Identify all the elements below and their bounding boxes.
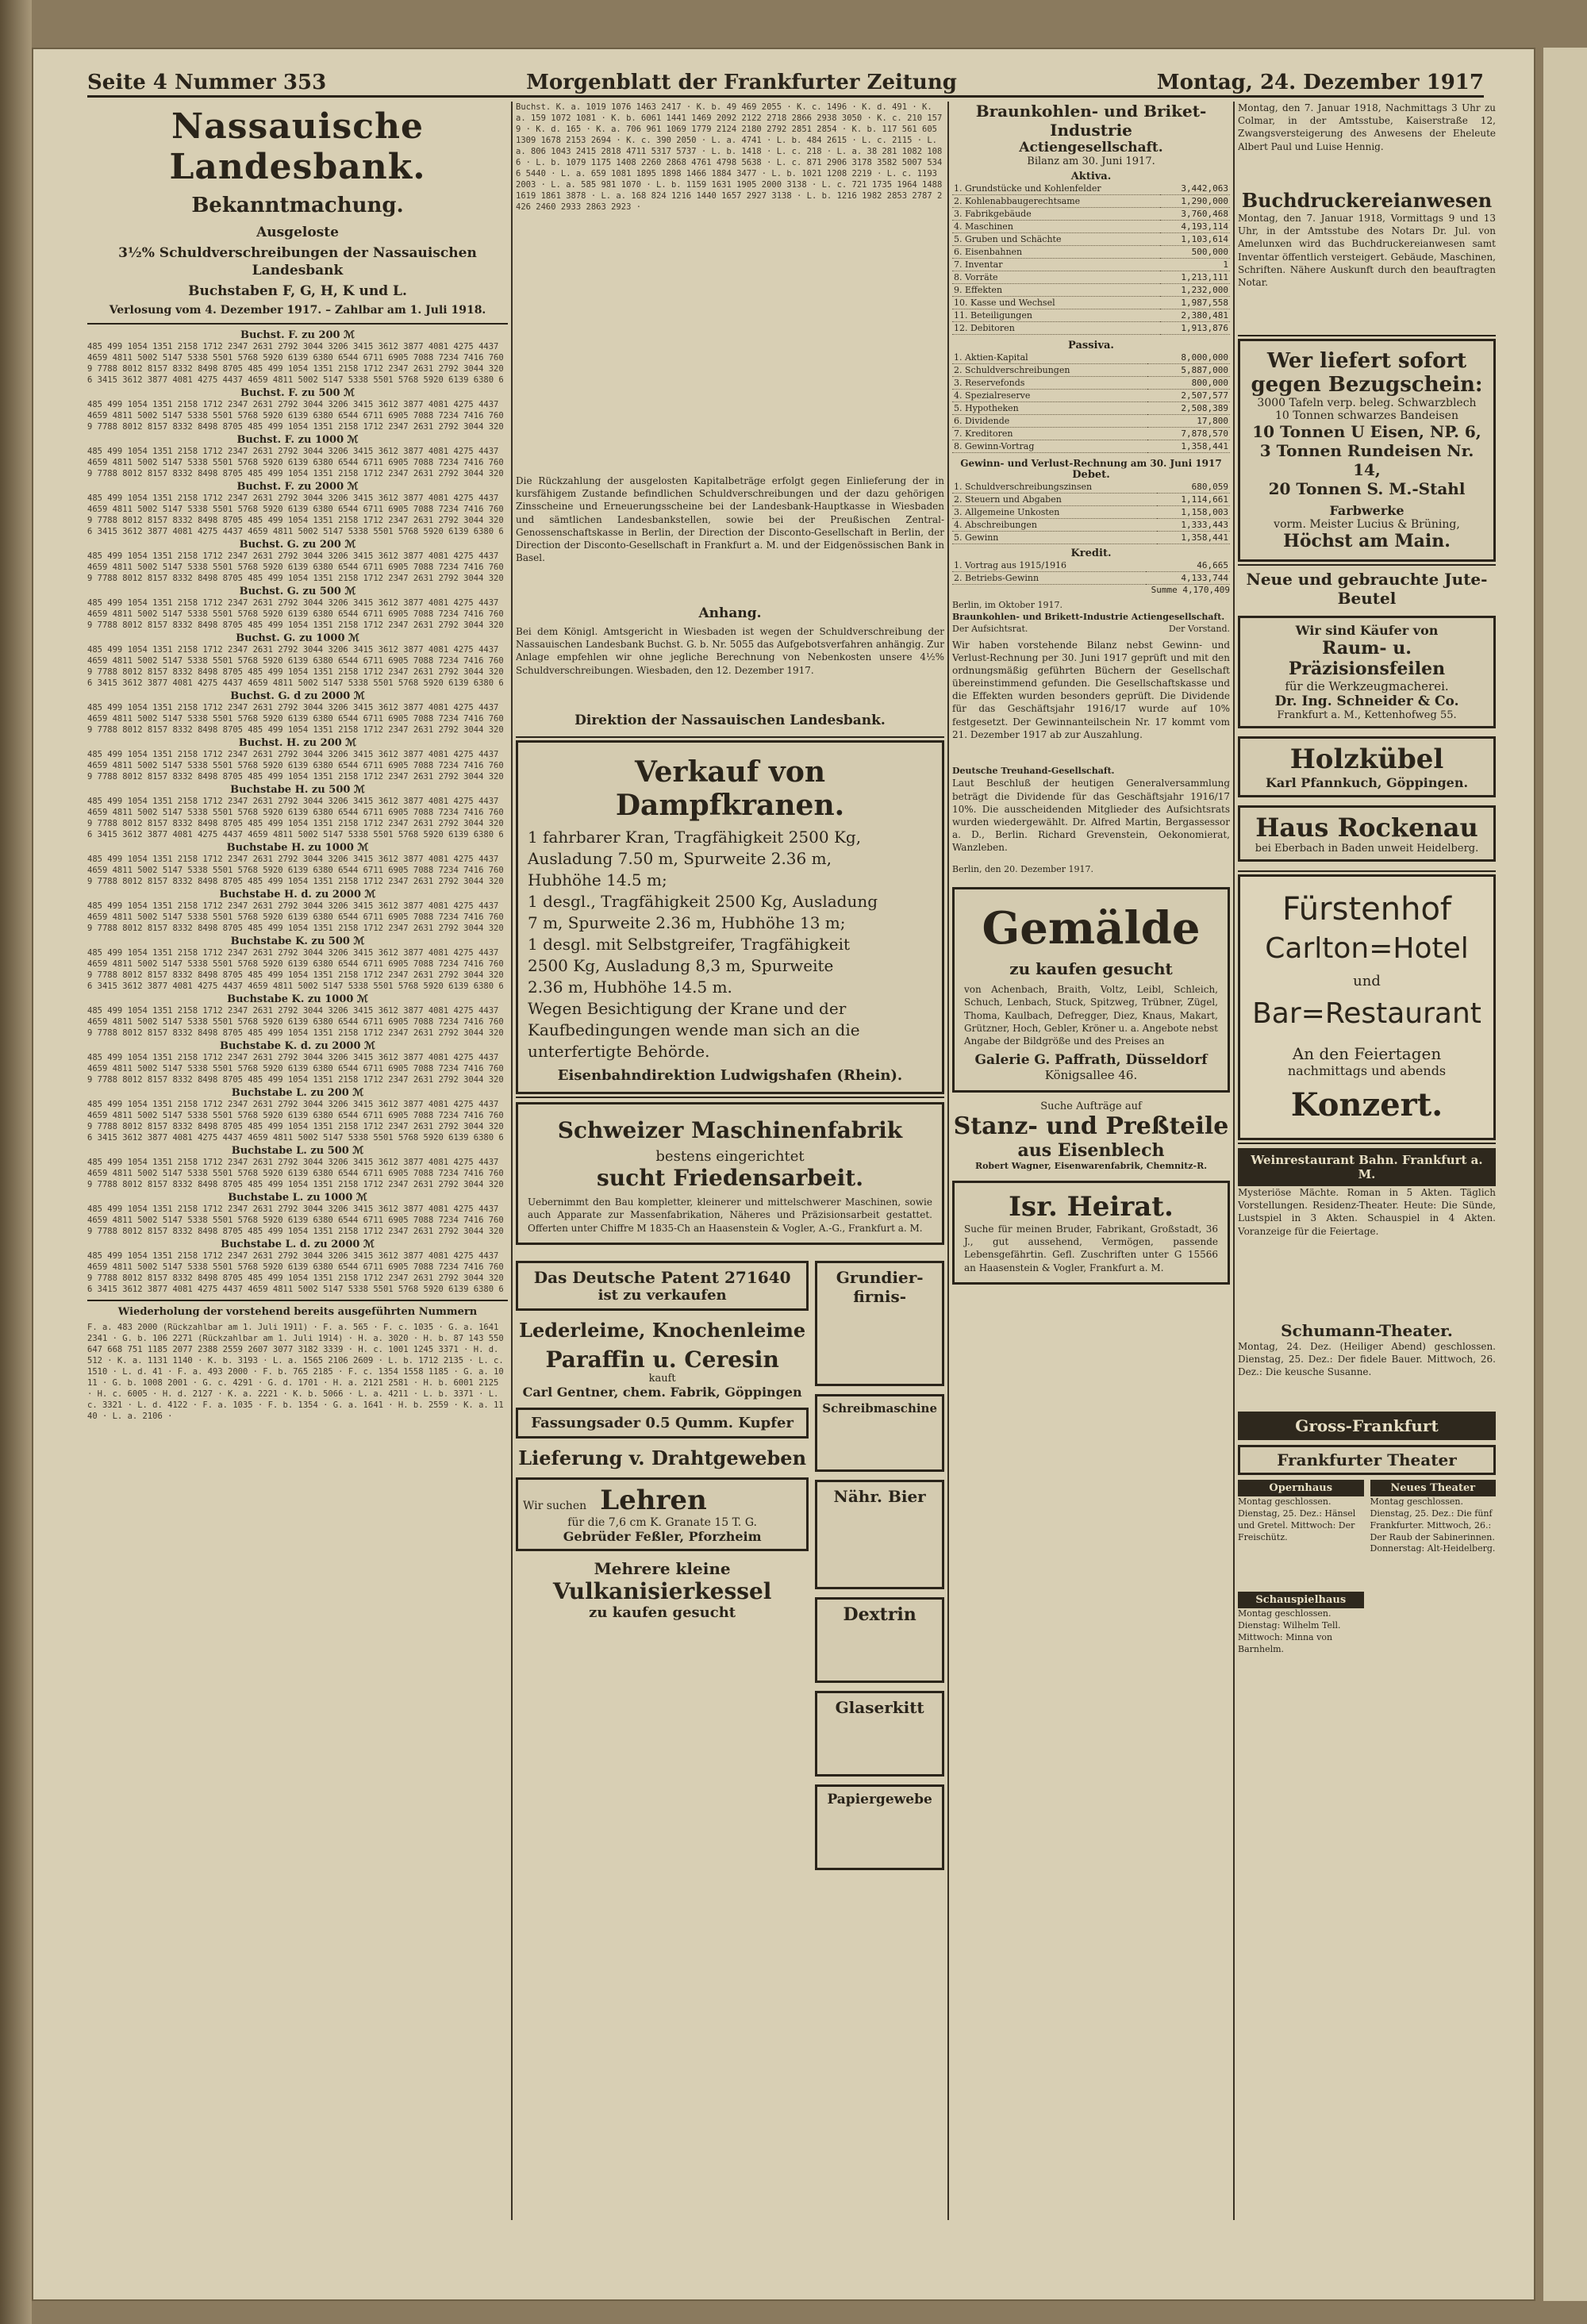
ad-vulk-title: Vulkanisierkessel (552, 1577, 772, 1604)
row-amount: 4,193,114 (1160, 221, 1230, 233)
ad-kran-line: 1 fahrbarer Kran, Tragfähigkeit 2500 Kg, (528, 828, 862, 847)
ad-wer-line: 10 Tonnen schwarzes Bandeisen (1275, 409, 1458, 422)
ad-ft-title: Frankfurter Theater (1277, 1450, 1457, 1469)
ad-hotel-3: und (1353, 973, 1381, 989)
ad-pfannkuch: Karl Pfannkuch, Göppingen. (1265, 775, 1469, 790)
ad-gemaelde: Gemälde zu kaufen gesucht von Achenbach, Braith, Voltz, Leibl, Schleich, Schuch, Lenbach, Stuck, Spitzweg, Trübner, Zügel, Thoma, Kaulbach, Defregger, Diez, Knaus, Makart, Grützner, Hoch, Gebler, Kröner u. a. Angebote nebst Angabe der Bildgröße und des Preises an Galerie G. Paffrath, Düsseldorf Königsallee 46. (952, 887, 1230, 1093)
bilanz-company: Braunkohlen- und Briket-Industrie (975, 102, 1207, 140)
ad-wer-liefert (1238, 339, 1496, 562)
ad-hotel-5: An den Feiertagen (1292, 1044, 1442, 1063)
kredit-heading: Kredit. (1070, 547, 1112, 559)
aktiva-heading: Aktiva. (1070, 171, 1112, 182)
row-amount: 1,290,000 (1160, 195, 1230, 208)
theater-listings: Opernhaus Montag geschlossen. Dienstag, 25. Dez.: Hänsel und Gretel. Mittwoch: Der Freischütz. Schauspielhaus Montag geschlossen. Dienstag: Wilhelm Tell. Mittwoch: Minna von Barnhelm. Neues Theater Montag geschlossen. Dienstag, 25. Dez.: Die fünf Frankfurter. Mittwoch, 26.: Der Raub der Sabinerinnen. Donnerstag: Alt-Heidelberg. (1238, 1480, 1496, 1704)
ad-glaser-title: Glaserkitt (835, 1697, 924, 1717)
ad-schreibmaschine (815, 1394, 944, 1472)
table-row (952, 259, 1230, 271)
ad-vulk-pre: Mehrere kleine (594, 1558, 731, 1578)
row-amount: 2,507,577 (1147, 390, 1230, 402)
row-label: 1. Schuldverschreibungszinsen (952, 481, 1157, 494)
series-numbers: 485 499 1054 1351 2158 1712 2347 2631 2792 3044 3206 3415 3612 3877 4081 4275 4437 4659 4811 5002 5147 5338 5501 5768 5920 6139 6380 6544 6711 6905 7088 7234 7416 7609 7788 8012 8157 8332 8498 8705 485 499 1054 1351 2158 1712 2347 2631 2792 3044 320 (87, 901, 504, 933)
summe-label: Summe (1151, 585, 1178, 595)
ad-kran-line: 2500 Kg, Ausladung 8,3 m, Spurweite (528, 956, 834, 976)
row-amount: 1,987,558 (1160, 297, 1230, 309)
row-amount: 2,380,481 (1160, 309, 1230, 322)
debet-heading: Debet. (1072, 469, 1110, 481)
ad-gentner: Carl Gentner, chem. Fabrik, Göppingen (522, 1384, 802, 1400)
row-amount: 800,000 (1147, 377, 1230, 390)
ad-fuerstenhof (1238, 874, 1496, 1140)
ad-grundierfirnis (815, 1261, 944, 1386)
table-row (952, 402, 1230, 415)
row-label: 11. Beteiligungen (952, 309, 1160, 322)
column-rule (511, 102, 513, 2220)
table-row (952, 195, 1230, 208)
ad-stanz-title: Stanz- und Preßteile (953, 1112, 1229, 1141)
ad-papiergewebe (815, 1784, 944, 1870)
ad-lehren-pre: Wir suchen (523, 1499, 587, 1512)
ad-dampfkrane (516, 740, 944, 1094)
series-numbers: 485 499 1054 1351 2158 1712 2347 2631 2792 3044 3206 3415 3612 3877 4081 4275 4437 4659 4811 5002 5147 5338 5501 5768 5920 6139 6380 6544 6711 6905 7088 7234 7416 7609 7788 8012 8157 8332 8498 8705 485 499 1054 1351 2158 1712 2347 2631 2792 3044 3206 3415 3612 3877 4081 4275 4437 4659 4811 5002 5147 5338 5501 5768 5920 6139 6380 6 (87, 796, 504, 839)
row-amount: 17,800 (1147, 415, 1230, 428)
schumann-text: Montag, 24. Dez. (Heiliger Abend) geschlossen. Dienstag, 25. Dez.: Der fidele Bauer. Mittwoch, 26. Dez.: Die keusche Susanne. (1238, 1341, 1496, 1378)
row-label: 3. Fabrikgebäude (952, 208, 1160, 221)
row-label: 7. Inventar (952, 259, 1160, 271)
ad-patent-title: Das Deutsche Patent 271640 (533, 1267, 791, 1287)
ad-fass-title: Fassungsader 0.5 Qumm. Kupfer (531, 1414, 794, 1431)
berlin-1: Berlin, im Oktober 1917. (952, 600, 1062, 610)
gv-text: Laut Beschluß der heutigen Generalversammlung beträgt die Dividende für das Geschäftsjahr 1916/17 10%. Die ausscheidenden Mitglieder des Aufsichtsrats wurden wiedergewählt. Dr. Alfred Martin, Bergassessor a. D., Berlin. Richard Grevenstein, Oekonomierat, Wanzleben. (952, 778, 1230, 854)
summe-value: 4,170,409 (1182, 585, 1230, 595)
auction-text: Montag, den 7. Januar 1918, Nachmittags 3 Uhr zu Colmar, in der Amtsstube, Kaiserstraße 12, Zwangsversteigerung des Anwesens der Eheleute Albert Paul und Luise Hennig. (1238, 102, 1496, 152)
column-4 (1238, 102, 1496, 2212)
ad-haus-rockenau (1238, 805, 1496, 862)
ad-frankfurter-theater (1238, 1445, 1496, 1475)
row-label: 6. Eisenbahnen (952, 246, 1160, 259)
ad-feilen-pre: Wir sind Käufer von (1295, 623, 1439, 638)
series-numbers: 485 499 1054 1351 2158 1712 2347 2631 2792 3044 3206 3415 3612 3877 4081 4275 4437 4659 4811 5002 5147 5338 5501 5768 5920 6139 6380 6544 6711 6905 7088 7234 7416 7609 7788 8012 8157 8332 8498 8705 485 499 1054 1351 2158 1712 2347 2631 2792 3044 320 (87, 446, 504, 478)
bank-title: Nassauische Landesbank. (169, 106, 426, 187)
row-label: 4. Abschreibungen (952, 519, 1157, 532)
passiva-table (952, 351, 1230, 453)
ad-sm-headline: sucht Friedensarbeit. (597, 1165, 863, 1192)
series-heading: Buchstabe H. zu 500 ℳ (230, 783, 365, 796)
series-heading: Buchstabe H. zu 1000 ℳ (226, 841, 369, 854)
row-label: 4. Maschinen (952, 221, 1160, 233)
table-row (952, 390, 1230, 402)
gv-heading: Gewinn- und Verlust-Rechnung am 30. Juni 1917 (960, 458, 1222, 469)
ad-schweizer-maschinenfabrik: Schweizer Maschinenfabrik bestens eingerichtet sucht Friedensarbeit. Uebernimmt den Bau kompletter, kleinerer und mittelschwerer Maschinen, sowie auch Apparate zur Massenfabrikation, Näheres und Präzisionsarbeit gestattet. Offerten unter Chiffre M 1835-Ch an Haasenstein & Vogler, A.-G., Frankfurt a. M. (516, 1102, 944, 1245)
ad-hotel-6: nachmittags und abends (1287, 1063, 1447, 1078)
repeat-heading: Wiederholung der vorstehend bereits ausgeführten Nummern (117, 1305, 478, 1318)
row-amount: 1,114,661 (1157, 494, 1230, 506)
table-row (952, 297, 1230, 309)
column-rule (947, 102, 949, 2220)
row-amount: 1,358,441 (1147, 440, 1230, 453)
ad-haus-sub: bei Eberbach in Baden unweit Heidelberg. (1255, 843, 1479, 855)
entertainment-listings: Mysteriöse Mächte. Roman in 5 Akten. Täglich Vorstellungen. Residenz-Theater. Heute: Die Sünde, Lustspiel in 3 Akten. Schauspiel in 4 Akten. Voranzeige für die Feiertage. (1238, 1187, 1496, 1237)
column-rule (1233, 102, 1235, 2220)
series-numbers: 485 499 1054 1351 2158 1712 2347 2631 2792 3044 3206 3415 3612 3877 4081 4275 4437 4659 4811 5002 5147 5338 5501 5768 5920 6139 6380 6544 6711 6905 7088 7234 7416 7609 7788 8012 8157 8332 8498 8705 485 499 1054 1351 2158 1712 2347 2631 2792 3044 3206 3415 3612 3877 4081 4275 4437 4659 4811 5002 5147 5338 5501 5768 5920 6139 6380 6 (87, 493, 504, 536)
ad-papier-title: Papiergewebe (827, 1791, 932, 1807)
notice-text: Die Rückzahlung der ausgelosten Kapitalbeträge erfolgt gegen Einlieferung der in kursfähigem Zustande befindlichen Schuldverschreibungen und der dazu gehörigen Zinsscheine und Erneuerungsscheine bei der Landesbank-Hauptkasse in Wiesbaden und sämtlichen Landesbankstellen, sowie bei der Preußischen Zentral-Genossenschaftskasse in Berlin, der Direction der Disconto-Gesellschaft in Berlin, der Direction der Disconto-Gesellschaft in Frankfurt a. M. und der Eidgenössischen Bank in Basel. (516, 475, 944, 564)
row-amount: 1 (1160, 259, 1230, 271)
notice-intro-2: 3½% Schuldverschreibungen der Nassauischen Landesbank (118, 245, 477, 279)
table-row (952, 208, 1230, 221)
table-row (952, 271, 1230, 284)
table-row (952, 494, 1230, 506)
row-amount: 46,665 (1146, 559, 1230, 572)
series-heading: Buchst. F. zu 200 ℳ (240, 328, 355, 341)
row-label: 10. Kasse und Wechsel (952, 297, 1160, 309)
header-page-number: Seite 4 Nummer 353 (87, 71, 327, 94)
series-heading: Buchst. F. zu 1000 ℳ (236, 433, 359, 446)
table-row (952, 246, 1230, 259)
row-label: 12. Debitoren (952, 322, 1160, 335)
ad-holzkuebel (1238, 736, 1496, 797)
table-row (952, 182, 1230, 195)
row-amount: 500,000 (1160, 246, 1230, 259)
divider (87, 323, 508, 325)
series-numbers: 485 499 1054 1351 2158 1712 2347 2631 2792 3044 3206 3415 3612 3877 4081 4275 4437 4659 4811 5002 5147 5338 5501 5768 5920 6139 6380 6544 6711 6905 7088 7234 7416 7609 7788 8012 8157 8332 8498 8705 485 499 1054 1351 2158 1712 2347 2631 2792 3044 320 (87, 551, 504, 583)
row-label: 8. Vorräte (952, 271, 1160, 284)
page-header (87, 70, 1484, 98)
table-row (952, 284, 1230, 297)
series-heading: Buchstabe K. d. zu 2000 ℳ (220, 1039, 375, 1052)
ad-schumann: Schumann-Theater. (1281, 1321, 1453, 1340)
ad-hoechst: vorm. Meister Lucius & Brüning, (1274, 518, 1460, 531)
row-label: 4. Spezialreserve (952, 390, 1147, 402)
firm-name: Braunkohlen- und Brikett-Industrie Actiengesellschaft. (952, 611, 1225, 622)
series-heading: Buchst. F. zu 2000 ℳ (236, 480, 359, 493)
neues-theater-heading: Neues Theater (1370, 1480, 1497, 1496)
divider (87, 1300, 508, 1301)
ad-naehrbier (815, 1480, 944, 1589)
ad-farbwerke: Farbwerke (1329, 503, 1404, 518)
ad-haus-title: Haus Rockenau (1255, 812, 1478, 843)
series-heading: Buchst. G. d zu 2000 ℳ (230, 690, 365, 702)
ad-kran-line: 7 m, Spurweite 2.36 m, Hubhöhe 13 m; (528, 913, 846, 933)
aktiva-table (952, 182, 1230, 335)
ad-feilen (1238, 616, 1496, 728)
series-numbers: 485 499 1054 1351 2158 1712 2347 2631 2792 3044 3206 3415 3612 3877 4081 4275 4437 4659 4811 5002 5147 5338 5501 5768 5920 6139 6380 6544 6711 6905 7088 7234 7416 7609 7788 8012 8157 8332 8498 8705 485 499 1054 1351 2158 1712 2347 2631 2792 3044 3206 3415 3612 3877 4081 4275 4437 4659 4811 5002 5147 5338 5501 5768 5920 6139 6380 6 (87, 947, 504, 991)
ad-dextrin (815, 1597, 944, 1683)
ad-feilen-sub: für die Werkzeugmacherei. (1285, 679, 1449, 693)
ad-schneider: Dr. Ing. Schneider & Co. (1274, 693, 1459, 709)
adjacent-page-edge (1543, 48, 1587, 2301)
header-masthead: Morgenblatt der Frankfurter Zeitung (526, 71, 957, 94)
ad-galerie-addr: Königsallee 46. (1044, 1068, 1138, 1083)
ad-lehren-sub: für die 7,6 cm K. Granate 15 T. G. (567, 1515, 757, 1529)
row-label: 1. Vortrag aus 1915/1916 (952, 559, 1146, 572)
series-heading: Buchstabe L. d. zu 2000 ℳ (221, 1238, 375, 1250)
row-amount: 8,000,000 (1147, 351, 1230, 364)
row-amount: 7,878,570 (1147, 428, 1230, 440)
series-numbers: 485 499 1054 1351 2158 1712 2347 2631 2792 3044 3206 3415 3612 3877 4081 4275 4437 4659 4811 5002 5147 5338 5501 5768 5920 6139 6380 6544 6711 6905 7088 7234 7416 7609 7788 8012 8157 8332 8498 8705 485 499 1054 1351 2158 1712 2347 2631 2792 3044 320 (87, 1157, 504, 1189)
row-amount: 680,059 (1157, 481, 1230, 494)
series-numbers: 485 499 1054 1351 2158 1712 2347 2631 2792 3044 3206 3415 3612 3877 4081 4275 4437 4659 4811 5002 5147 5338 5501 5768 5920 6139 6380 6544 6711 6905 7088 7234 7416 7609 7788 8012 8157 8332 8498 8705 485 499 1054 1351 2158 1712 2347 2631 2792 3044 320 (87, 1204, 504, 1236)
small-ads-grid (516, 1253, 944, 1878)
table-row (952, 377, 1230, 390)
row-label: 2. Kohlenabbaugerechtsame (952, 195, 1160, 208)
ad-schreib-title: Schreibmaschine (822, 1400, 937, 1416)
ad-heirat: Isr. Heirat. Suche für meinen Bruder, Fabrikant, Großstadt, 36 J., gut aussehend, Vermögen, passende Lebensgefährtin. Gefl. Zuschriften unter G 15566 an Haasenstein & Vogler, Frankfurt a. M. (952, 1181, 1230, 1285)
ad-wer-line: 10 Tonnen U Eisen, NP. 6, (1252, 422, 1481, 441)
table-row (952, 559, 1230, 572)
ad-kran-line: Hubhöhe 14.5 m; (528, 870, 667, 890)
notice-intro-1: Ausgeloste (256, 225, 339, 240)
row-label: 1. Aktien-Kapital (952, 351, 1147, 364)
series-numbers: 485 499 1054 1351 2158 1712 2347 2631 2792 3044 3206 3415 3612 3877 4081 4275 4437 4659 4811 5002 5147 5338 5501 5768 5920 6139 6380 6544 6711 6905 7088 7234 7416 7609 7788 8012 8157 8332 8498 8705 485 499 1054 1351 2158 1712 2347 2631 2792 3044 320 (87, 1052, 504, 1085)
row-label: 5. Hypotheken (952, 402, 1147, 415)
table-row (952, 428, 1230, 440)
row-amount: 5,887,000 (1147, 364, 1230, 377)
vorstand: Der Vorstand. (1168, 623, 1230, 634)
table-row (952, 221, 1230, 233)
row-amount: 1,103,614 (1160, 233, 1230, 246)
series-heading: Buchst. G. zu 200 ℳ (239, 538, 356, 551)
series-numbers: 485 499 1054 1351 2158 1712 2347 2631 2792 3044 3206 3415 3612 3877 4081 4275 4437 4659 4811 5002 5147 5338 5501 5768 5920 6139 6380 6544 6711 6905 7088 7234 7416 7609 7788 8012 8157 8332 8498 8705 485 499 1054 1351 2158 1712 2347 2631 2792 3044 320 (87, 597, 504, 630)
ad-buchdruckerei: Buchdruckereianwesen (1241, 189, 1493, 212)
bilanz-date: Bilanz am 30. Juni 1917. (1027, 156, 1155, 167)
bilanz-company-sub: Actiengesellschaft. (1019, 140, 1163, 156)
ad-gross-frankfurt: Gross-Frankfurt (1238, 1412, 1496, 1440)
row-label: 8. Gewinn-Vortrag (952, 440, 1147, 453)
buchdruckerei-text: Montag, den 7. Januar 1918, Vormittags 9 und 13 Uhr, in der Amtsstube des Notars Dr. Jul. von Amelunxen wird das Buchdruckereianwesen samt Inventar öffentlich versteigert. Gebäude, Maschinen, Schriften. Nähere Auskunft durch den beauftragten Notar. (1238, 213, 1496, 288)
ad-wer-line: 20 Tonnen S. M.-Stahl (1268, 479, 1466, 498)
ad-kran-line: 2.36 m, Hubhöhe 14.5 m. (528, 978, 732, 997)
ad-vulk-kaufen: zu kaufen gesucht (589, 1604, 736, 1621)
ad-fessler: Gebrüder Feßler, Pforzheim (563, 1528, 762, 1544)
ad-wagner: Robert Wagner, Eisenwarenfabrik, Chemnitz-R. (974, 1161, 1208, 1172)
ad-hotel-2: Carlton=Hotel (1265, 932, 1469, 965)
ad-sm-title: Schweizer Maschinenfabrik (557, 1117, 903, 1144)
row-label: 5. Gewinn (952, 532, 1157, 544)
ad-stanz-sub: aus Eisenblech (1017, 1140, 1165, 1162)
ad-jute: Neue und gebrauchte Jute-Beutel (1246, 570, 1488, 608)
table-row (952, 519, 1230, 532)
series-numbers: 485 499 1054 1351 2158 1712 2347 2631 2792 3044 3206 3415 3612 3877 4081 4275 4437 4659 4811 5002 5147 5338 5501 5768 5920 6139 6380 6544 6711 6905 7088 7234 7416 7609 7788 8012 8157 8332 8498 8705 485 499 1054 1351 2158 1712 2347 2631 2792 3044 3206 3415 3612 3877 4081 4275 4437 4659 4811 5002 5147 5338 5501 5768 5920 6139 6380 6 (87, 1099, 504, 1143)
series-numbers: 485 499 1054 1351 2158 1712 2347 2631 2792 3044 3206 3415 3612 3877 4081 4275 4437 4659 4811 5002 5147 5338 5501 5768 5920 6139 6380 6544 6711 6905 7088 7234 7416 7609 7788 8012 8157 8332 8498 8705 485 499 1054 1351 2158 1712 2347 2631 2792 3044 320 (87, 854, 504, 886)
ad-holz-title: Holzkübel (1289, 743, 1444, 775)
series-heading: Buchstabe L. zu 200 ℳ (231, 1086, 364, 1099)
series-heading: Buchstabe K. zu 500 ℳ (230, 935, 365, 947)
schauspielhaus-heading: Schauspielhaus (1238, 1592, 1364, 1608)
kredit-table (952, 559, 1230, 585)
notice-intro-3: Buchstaben F, G, H, K und L. (188, 283, 407, 300)
notice-heading: Bekanntmachung. (191, 194, 404, 217)
drawn-number-series (87, 329, 508, 1295)
ad-hoechst-2: Höchst am Main. (1283, 531, 1451, 551)
ad-wer-line: 3000 Tafeln verp. beleg. Schwarzblech (1257, 397, 1477, 409)
ad-sm-line: bestens eingerichtet (655, 1148, 805, 1166)
series-heading: Buchst. F. zu 500 ℳ (240, 386, 355, 399)
header-date: Montag, 24. Dezember 1917 (1156, 71, 1484, 94)
table-row (952, 233, 1230, 246)
row-label: 3. Reservefonds (952, 377, 1147, 390)
ad-kran-line: Wegen Besichtigung der Krane und der (528, 999, 847, 1019)
ad-nah-title: Nähr. Bier (833, 1486, 926, 1506)
series-heading: Buchstabe H. d. zu 2000 ℳ (219, 888, 376, 901)
passiva-heading: Passiva. (1068, 340, 1114, 351)
number-table: Buchst. K. a. 1019 1076 1463 2417 · K. b. 49 469 2055 · K. c. 1496 · K. d. 491 · K. a. 159 1072 1081 · K. b. 6061 1441 1469 2092 2122 2718 2866 2938 3050 · K. c. 210 1579 · K. d. 165 · K. a. 706 961 1069 1779 2124 2180 2792 2851 2854 · K. b. 117 561 605 1309 1678 2153 2694 · K. c. 390 2050 · L. a. 4741 · L. b. 484 2615 · L. c. 2115 · L. a. 806 1043 2415 2818 4711 5317 5737 · L. b. 1418 · L. c. 218 · L. a. 38 281 1082 1086 · L. b. 1079 1175 1408 2260 2868 4761 4798 5638 · L. c. 871 2906 3178 3582 5007 5346 5440 · L. a. 659 1081 1895 1898 1466 1884 3477 · L. b. 1021 1208 2219 · L. c. 1193 2003 · L. a. 585 981 1070 · L. b. 1159 1631 1905 2000 3138 · L. c. 721 1735 1964 1488 1619 1861 3878 · L. a. 168 824 1216 1440 1657 2927 3138 · L. b. 1216 1982 2853 2787 2426 2460 2933 2863 2923 · (516, 102, 943, 212)
ad-wer-title: Wer liefert sofort gegen Bezugschein: (1251, 349, 1483, 397)
opernhaus-heading: Opernhaus (1238, 1480, 1364, 1496)
ad-kran-line: unterfertigte Behörde. (528, 1042, 710, 1062)
ad-patent (516, 1261, 809, 1311)
series-numbers: 485 499 1054 1351 2158 1712 2347 2631 2792 3044 3206 3415 3612 3877 4081 4275 4437 4659 4811 5002 5147 5338 5501 5768 5920 6139 6380 6544 6711 6905 7088 7234 7416 7609 7788 8012 8157 8332 8498 8705 485 499 1054 1351 2158 1712 2347 2631 2792 3044 3206 3415 3612 3877 4081 4275 4437 4659 4811 5002 5147 5338 5501 5768 5920 6139 6380 6 (87, 644, 504, 688)
series-numbers: 485 499 1054 1351 2158 1712 2347 2631 2792 3044 3206 3415 3612 3877 4081 4275 4437 4659 4811 5002 5147 5338 5501 5768 5920 6139 6380 6544 6711 6905 7088 7234 7416 7609 7788 8012 8157 8332 8498 8705 485 499 1054 1351 2158 1712 2347 2631 2792 3044 320 (87, 399, 504, 432)
series-numbers: 485 499 1054 1351 2158 1712 2347 2631 2792 3044 3206 3415 3612 3877 4081 4275 4437 4659 4811 5002 5147 5338 5501 5768 5920 6139 6380 6544 6711 6905 7088 7234 7416 7609 7788 8012 8157 8332 8498 8705 485 499 1054 1351 2158 1712 2347 2631 2792 3044 320 (87, 749, 504, 782)
ad-kran-title: Verkauf von Dampfkranen. (615, 755, 845, 823)
table-row (952, 532, 1230, 544)
ad-leder: Lederleime, Knochenleime (519, 1318, 806, 1342)
series-numbers: 485 499 1054 1351 2158 1712 2347 2631 2792 3044 3206 3415 3612 3877 4081 4275 4437 4659 4811 5002 5147 5338 5501 5768 5920 6139 6380 6544 6711 6905 7088 7234 7416 7609 7788 8012 8157 8332 8498 8705 485 499 1054 1351 2158 1712 2347 2631 2792 3044 3206 3415 3612 3877 4081 4275 4437 4659 4811 5002 5147 5338 5501 5768 5920 6139 6380 6 (87, 341, 504, 385)
ad-drahtgewebe: Lieferung v. Drahtgeweben (518, 1446, 807, 1469)
ad-kran-line: 1 desgl., Tragfähigkeit 2500 Kg, Ausladung (528, 892, 878, 912)
treuhand: Deutsche Treuhand-Gesellschaft. (952, 765, 1115, 776)
table-row (952, 572, 1230, 585)
ad-dextrin-title: Dextrin (843, 1604, 916, 1625)
row-label: 2. Schuldverschreibungen (952, 364, 1147, 377)
table-row (952, 440, 1230, 453)
anhang-heading: Anhang. (698, 605, 762, 621)
ad-fassungsader (516, 1408, 809, 1439)
series-numbers: 485 499 1054 1351 2158 1712 2347 2631 2792 3044 3206 3415 3612 3877 4081 4275 4437 4659 4811 5002 5147 5338 5501 5768 5920 6139 6380 6544 6711 6905 7088 7234 7416 7609 7788 8012 8157 8332 8498 8705 485 499 1054 1351 2158 1712 2347 2631 2792 3044 320 (87, 1005, 504, 1038)
ad-wer-line: 3 Tonnen Rundeisen Nr. 14, (1259, 441, 1474, 479)
ad-paraffin: Paraffin u. Ceresin (545, 1346, 779, 1373)
ad-lehren-title: Lehren (600, 1484, 707, 1516)
row-label: 7. Kreditoren (952, 428, 1147, 440)
ad-grundier-title: Grundier-firnis- (836, 1267, 924, 1306)
ad-stanz-pre: Suche Aufträge auf (1040, 1101, 1142, 1113)
ad-galerie: Galerie G. Paffrath, Düsseldorf (974, 1052, 1208, 1069)
ad-kran-line: Kaufbedingungen wende man sich an die (528, 1020, 860, 1040)
repeat-number-list: F. a. 483 2000 (Rückzahlbar am 1. Juli 1911) · F. a. 565 · F. c. 1035 · G. a. 1641 2341 · G. b. 106 2271 (Rückzahlbar am 1. Juli 1914) · H. a. 3020 · H. b. 87 143 550 647 668 751 1185 2077 2388 2559 2607 3077 3182 3339 · H. c. 1001 1245 3371 · H. d. 512 · K. a. 1131 1140 · K. b. 3193 · L. a. 1565 2106 2609 · L. b. 1712 2135 · L. c. 1510 · L. d. 41 · F. a. 493 2000 · F. b. 765 2185 · F. c. 1354 1558 1185 · G. a. 1011 · G. b. 1008 2001 · G. c. 4291 · G. d. 1701 · H. a. 2121 2581 · H. b. 6001 2125 · H. c. 6005 · H. d. 2127 · K. a. 2221 · K. b. 5066 · L. a. 4211 · L. b. 3371 · L. c. 3321 · L. d. 4122 · F. a. 1035 · F. b. 1354 · G. a. 1641 · H. b. 2559 · K. a. 1140 · L. a. 2106 · (87, 1323, 504, 1422)
ad-paraffin-sub: kauft (648, 1372, 676, 1385)
row-label: 2. Steuern und Abgaben (952, 494, 1157, 506)
row-amount: 1,158,003 (1157, 506, 1230, 519)
series-heading: Buchst. G. zu 500 ℳ (239, 585, 356, 597)
anhang-text: Bei dem Königl. Amtsgericht in Wiesbaden ist wegen der Schuldverschreibung der Nassauischen Landesbank Buchst. G. b. Nr. 5055 das Aufgebotsverfahren anhängig. Zur Anlage empfehlen wir ohne jegliche Berechnung von Nebenkosten unsere 4½% Schuldverschreibungen. Wiesbaden, den 12. Dezember 1917. (516, 626, 944, 676)
row-amount: 1,232,000 (1160, 284, 1230, 297)
column-3 (952, 102, 1230, 2212)
debet-table (952, 481, 1230, 544)
ad-gemaelde-sub: zu kaufen gesucht (1009, 959, 1173, 979)
berlin-2: Berlin, den 20. Dezember 1917. (952, 864, 1093, 875)
row-amount: 2,508,389 (1147, 402, 1230, 415)
row-label: 6. Dividende (952, 415, 1147, 428)
series-heading: Buchstabe K. zu 1000 ℳ (227, 993, 368, 1005)
ad-heirat-title: Isr. Heirat. (1009, 1191, 1174, 1223)
row-amount: 1,358,441 (1157, 532, 1230, 544)
ad-hotel-7: Konzert. (1290, 1086, 1443, 1124)
aufsichtsrat: Der Aufsichtsrat. (952, 623, 1028, 634)
table-row (952, 481, 1230, 494)
series-heading: Buchst. H. zu 200 ℳ (238, 736, 357, 749)
table-row (952, 309, 1230, 322)
ad-feilen-title: Raum- u. Präzisionsfeilen (1288, 638, 1446, 679)
ad-patent-sub: ist zu verkaufen (598, 1286, 727, 1304)
ad-glaserkitt (815, 1691, 944, 1777)
series-heading: Buchstabe L. zu 500 ℳ (231, 1144, 364, 1157)
series-heading: Buchstabe L. zu 1000 ℳ (228, 1191, 367, 1204)
row-amount: 1,333,443 (1157, 519, 1230, 532)
row-label: 1. Grundstücke und Kohlenfelder (952, 182, 1160, 195)
row-amount: 4,133,744 (1146, 572, 1230, 585)
ad-schneider-addr: Frankfurt a. M., Kettenhofweg 55. (1277, 709, 1457, 721)
notice-intro-4: Verlosung vom 4. Dezember 1917. – Zahlbar am 1. Juli 1918. (109, 304, 486, 317)
table-row (952, 415, 1230, 428)
row-label: 2. Betriebs-Gewinn (952, 572, 1146, 585)
series-heading: Buchst. G. zu 1000 ℳ (236, 632, 359, 644)
audit-text: Wir haben vorstehende Bilanz nebst Gewinn- und Verlust-Rechnung per 30. Juni 1917 geprüft und mit den ordnungsmäßig geführten Büchern der Gesellschaft übereinstimmend gefunden. Die Gesellschaftskasse und die Effekten wurden besonders geprüft. Die Dividende für das Geschäftsjahr 1916/17 wurde auf 10% festgesetzt. Der Gewinnanteilschein Nr. 17 kommt vom 21. Dezember 1917 ab zur Auszahlung. (952, 639, 1230, 740)
column-2 (516, 102, 944, 2212)
ad-gemaelde-title: Gemälde (982, 902, 1201, 955)
row-label: 9. Effekten (952, 284, 1160, 297)
series-numbers: 485 499 1054 1351 2158 1712 2347 2631 2792 3044 3206 3415 3612 3877 4081 4275 4437 4659 4811 5002 5147 5338 5501 5768 5920 6139 6380 6544 6711 6905 7088 7234 7416 7609 7788 8012 8157 8332 8498 8705 485 499 1054 1351 2158 1712 2347 2631 2792 3044 3206 3415 3612 3877 4081 4275 4437 4659 4811 5002 5147 5338 5501 5768 5920 6139 6380 6 (87, 1250, 504, 1294)
row-label: 5. Gruben und Schächte (952, 233, 1160, 246)
row-amount: 1,213,111 (1160, 271, 1230, 284)
table-row (952, 506, 1230, 519)
table-row (952, 364, 1230, 377)
direktion-signature: Direktion der Nassauischen Landesbank. (574, 713, 886, 729)
row-amount: 3,760,468 (1160, 208, 1230, 221)
column-landesbank (87, 102, 508, 2212)
ad-kran-line: Ausladung 7.50 m, Spurweite 2.36 m, (528, 849, 832, 869)
book-spine (0, 0, 32, 2324)
table-row (952, 322, 1230, 335)
ad-hotel-4: Bar=Restaurant (1252, 997, 1481, 1030)
ad-kran-signature: Eisenbahndirektion Ludwigshafen (Rhein). (557, 1067, 903, 1085)
ad-hotel-1: Fürstenhof (1282, 891, 1451, 928)
ad-lehren (516, 1477, 809, 1551)
ad-weinrestaurant: Weinrestaurant Bahn. Frankfurt a. M. (1238, 1148, 1496, 1186)
row-label: 3. Allgemeine Unkosten (952, 506, 1157, 519)
row-amount: 3,442,063 (1160, 182, 1230, 195)
table-row (952, 351, 1230, 364)
series-numbers: 485 499 1054 1351 2158 1712 2347 2631 2792 3044 3206 3415 3612 3877 4081 4275 4437 4659 4811 5002 5147 5338 5501 5768 5920 6139 6380 6544 6711 6905 7088 7234 7416 7609 7788 8012 8157 8332 8498 8705 485 499 1054 1351 2158 1712 2347 2631 2792 3044 320 (87, 702, 504, 735)
row-amount: 1,913,876 (1160, 322, 1230, 335)
ad-kran-line: 1 desgl. mit Selbstgreifer, Tragfähigkeit (528, 935, 851, 955)
